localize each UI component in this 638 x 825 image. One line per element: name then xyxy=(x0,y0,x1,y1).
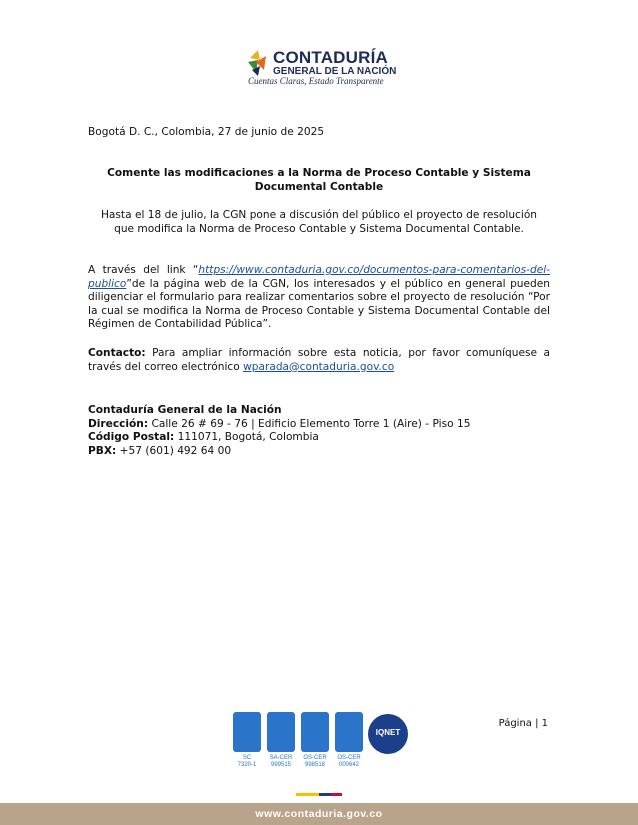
cert-code: SC 7320-1 xyxy=(237,755,257,768)
contact-email-link[interactable]: wparada@contaduria.gov.co xyxy=(243,360,395,373)
date-line: Bogotá D. C., Colombia, 27 de junio de 2025 xyxy=(88,126,325,138)
cert-code: SA-CER 999515 xyxy=(269,755,293,768)
icontec-seal-icon xyxy=(335,712,363,752)
logo-mark-icon xyxy=(246,48,270,78)
postal-value: 111071, Bogotá, Colombia xyxy=(174,431,319,444)
logo-subtitle: GENERAL DE LA NACIÓN xyxy=(273,66,397,77)
org-block xyxy=(88,404,558,458)
icontec-seal-icon xyxy=(233,712,261,752)
body-intro: A través del link “ xyxy=(88,264,199,276)
icontec-seal-icon xyxy=(267,712,295,752)
footer-bar xyxy=(0,803,638,825)
address-value: Calle 26 # 69 - 76 | Edificio Elemento Torre 1 (Aire) - Piso 15 xyxy=(148,417,471,430)
body-paragraph xyxy=(88,264,550,332)
footer-url[interactable]: www.contaduria.gov.co xyxy=(255,808,383,820)
body-rest: ”de la página web de la CGN, los interesados y el público en general pueden diligenciar el formulario para realizar comentarios sobre el proyecto de resolución “Por la cual se modifica la Norma de Proceso Contable y Sistema Documental Contable del Régimen de Contabilidad Pública”. xyxy=(88,277,550,331)
lead-paragraph: Hasta el 18 de julio, la CGN pone a discusión del público el proyecto de resolución que modifica la Norma de Proceso Contable y Sistema Documental Contable. xyxy=(100,209,538,235)
contact-label: Contacto: xyxy=(88,347,146,359)
icontec-seal-icon xyxy=(301,712,329,752)
logo xyxy=(246,46,396,90)
logo-tagline: Cuentas Claras, Estado Transparente xyxy=(248,76,384,86)
phone-value: +57 (601) 492 64 00 xyxy=(116,444,232,457)
flag-stripe xyxy=(296,793,342,796)
contact-paragraph xyxy=(88,347,550,374)
postal-label: Código Postal: xyxy=(88,431,175,444)
contact-text: Para ampliar información sobre esta noticia, por favor comuníquese a través del correo electrónico xyxy=(88,347,550,373)
page-number: Página | 1 xyxy=(498,718,548,729)
iqnet-label: IQNET xyxy=(375,728,401,737)
cert-code: OS-CER 998518 xyxy=(303,755,327,768)
org-name: Contaduría General de la Nación xyxy=(88,404,282,416)
address-label: Dirección: xyxy=(88,417,149,430)
iqnet-seal-icon xyxy=(368,714,408,754)
document-title: Comente las modificaciones a la Norma de Proceso Contable y Sistema Documental Contable xyxy=(107,167,531,193)
logo-title: CONTADURÍA xyxy=(273,48,389,67)
comments-link[interactable]: https://www.contaduria.gov.co/documentos-para-comentarios-del-publico xyxy=(88,264,550,290)
certification-seals xyxy=(233,712,413,774)
cert-code: OS-CER 000642 xyxy=(337,755,361,768)
phone-label: PBX: xyxy=(88,444,117,457)
